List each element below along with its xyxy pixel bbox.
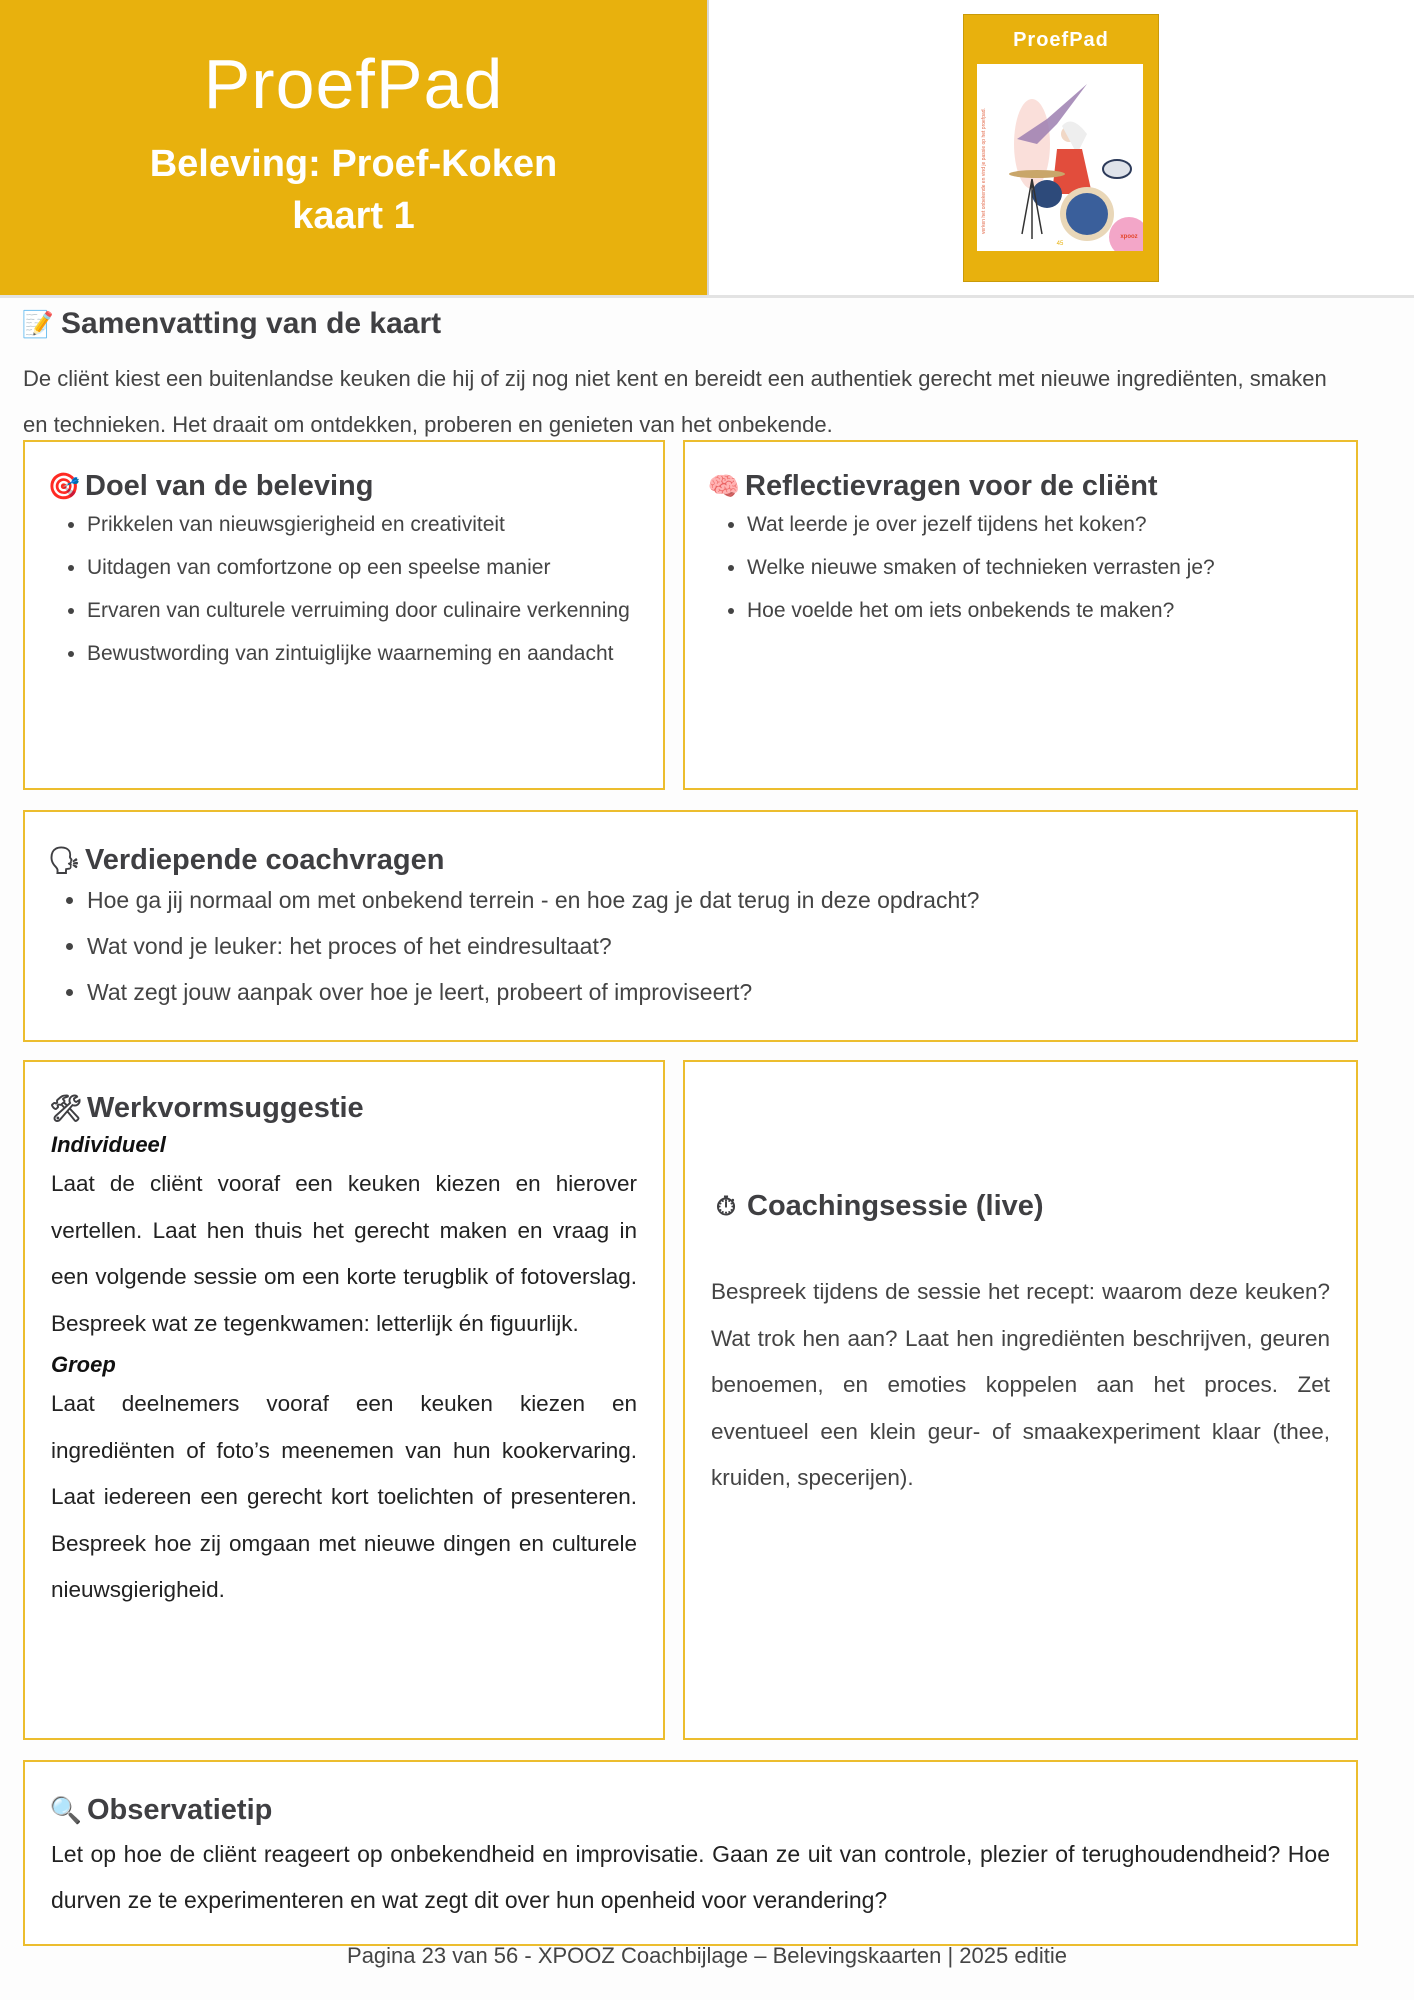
observation-title: Observatietip (87, 1794, 273, 1826)
work-form-box (23, 1060, 665, 1740)
title-banner (0, 0, 709, 295)
goal-box (23, 440, 665, 790)
list-item: • Wat vond je leuker: het proces of het eindresultaat? (87, 923, 1332, 969)
thumbnail-page-number: 45 (1056, 241, 1064, 247)
list-item: • Wat leerde je over jezelf tijdens het koken? (747, 503, 1332, 546)
group-text: Laat deelnemers vooraf een keuken kiezen en ingrediënten of foto’s meenemen van hun kookervaring. Laat iedereen een gerecht kort toelichten of presenteren. Bespreek hoe zij omgaan met nieuwe dingen en culturele nieuwsgierigheid. (51, 1391, 637, 1602)
goal-heading (49, 470, 639, 503)
summary-heading (23, 307, 441, 341)
individual-label: Individueel (51, 1132, 166, 1157)
observation-box (23, 1760, 1358, 1946)
list-item: • Hoe ga jij normaal om met onbekend terrein - en hoe zag je dat terug in deze opdracht? (87, 877, 1332, 923)
card-subtitle (0, 138, 707, 242)
reflection-title: Reflectievragen voor de cliënt (745, 470, 1158, 502)
page-footer: Pagina 23 van 56 - XPOOZ Coachbijlage – Belevingskaarten | 2025 editie (347, 1943, 1067, 1968)
card-subtitle-line1: Beleving: Proef-Koken (149, 143, 558, 185)
coach-questions-title: Verdiepende coachvragen (85, 844, 445, 876)
page-header (0, 0, 1414, 298)
reflection-box (683, 440, 1358, 790)
card-subtitle-line2: kaart 1 (292, 195, 415, 237)
memo-icon: 📝 (21, 308, 55, 339)
summary-text: De cliënt kiest een buitenlandse keuken die hij of zij nog niet kent en bereidt een authentiek gerecht met nieuwe ingrediënten, smaken en technieken. Het draait om ontdekken, proberen en genieten van het onbekende. (23, 366, 1327, 437)
coach-questions-heading (49, 844, 1332, 877)
speaking-head-icon: 🗣 (47, 845, 81, 875)
coaching-session-box (683, 1060, 1358, 1740)
stopwatch-icon: ⏱ (715, 1190, 737, 1221)
cover-thumbnail (963, 14, 1159, 282)
list-item: • Bewustwording van zintuiglijke waarneming en aandacht (87, 632, 639, 675)
list-item: • Uitdagen van comfortzone op een speelse manier (87, 546, 639, 589)
target-icon: 🎯 (47, 471, 81, 501)
individual-text: Laat de cliënt vooraf een keuken kiezen en hierover vertellen. Laat hen thuis het gerecht maken en vraag in een volgende sessie om een korte terugblik of fotoverslag. Bespreek wat ze tegenkwamen: letterlijk én figuurlijk. (51, 1171, 637, 1336)
coach-questions-box (23, 810, 1358, 1042)
list-item: • Wat zegt jouw aanpak over hoe je leert, probeert of improviseert? (87, 969, 1332, 1015)
observation-heading (51, 1794, 1330, 1827)
work-form-title: Werkvormsuggestie (87, 1092, 364, 1124)
coaching-session-heading (711, 1190, 1330, 1223)
goal-title: Doel van de beleving (85, 470, 374, 502)
cover-illustration (977, 64, 1143, 251)
brain-icon: 🧠 (707, 471, 741, 501)
hammer-wrench-icon: 🛠 (49, 1093, 83, 1123)
thumbnail-side-text: verken het onbekende en vind je passie op het proefpad. (981, 108, 987, 234)
list-item: • Prikkelen van nieuwsgierigheid en creativiteit (87, 503, 639, 546)
list-item: • Ervaren van culturele verruiming door culinaire verkenning (87, 589, 639, 632)
magnifier-icon: 🔍 (49, 1795, 83, 1825)
reflection-list (709, 503, 1332, 632)
xpooz-stamp: xpooz (1109, 217, 1143, 251)
coaching-session-text: Bespreek tijdens de sessie het recept: waarom deze keuken? Wat trok hen aan? Laat hen ingrediënten beschrijven, geuren benoemen, en emoties koppelen aan het proces. Zet eventueel een klein geur- of smaakexperiment klaar (thee, kruiden, specerijen). (711, 1279, 1330, 1490)
group-label: Groep (51, 1352, 116, 1377)
reflection-heading (709, 470, 1332, 503)
summary-title: Samenvatting van de kaart (61, 307, 442, 340)
coach-questions-list (49, 877, 1332, 1015)
list-item: • Welke nieuwe smaken of technieken verrasten je? (747, 546, 1332, 589)
goal-list (49, 503, 639, 675)
coaching-session-title: Coachingsessie (live) (747, 1190, 1044, 1222)
observation-text: Let op hoe de cliënt reageert op onbekendheid en improvisatie. Gaan ze uit van controle, plezier of terughoudendheid? Hoe durven ze te experimenteren en wat zegt dit over hun openheid voor verandering? (51, 1841, 1330, 1913)
list-item: • Hoe voelde het om iets onbekends te maken? (747, 589, 1332, 632)
work-form-heading (51, 1092, 637, 1125)
thumbnail-title: ProefPad (1013, 29, 1109, 51)
brand-title: ProefPad (203, 45, 504, 123)
